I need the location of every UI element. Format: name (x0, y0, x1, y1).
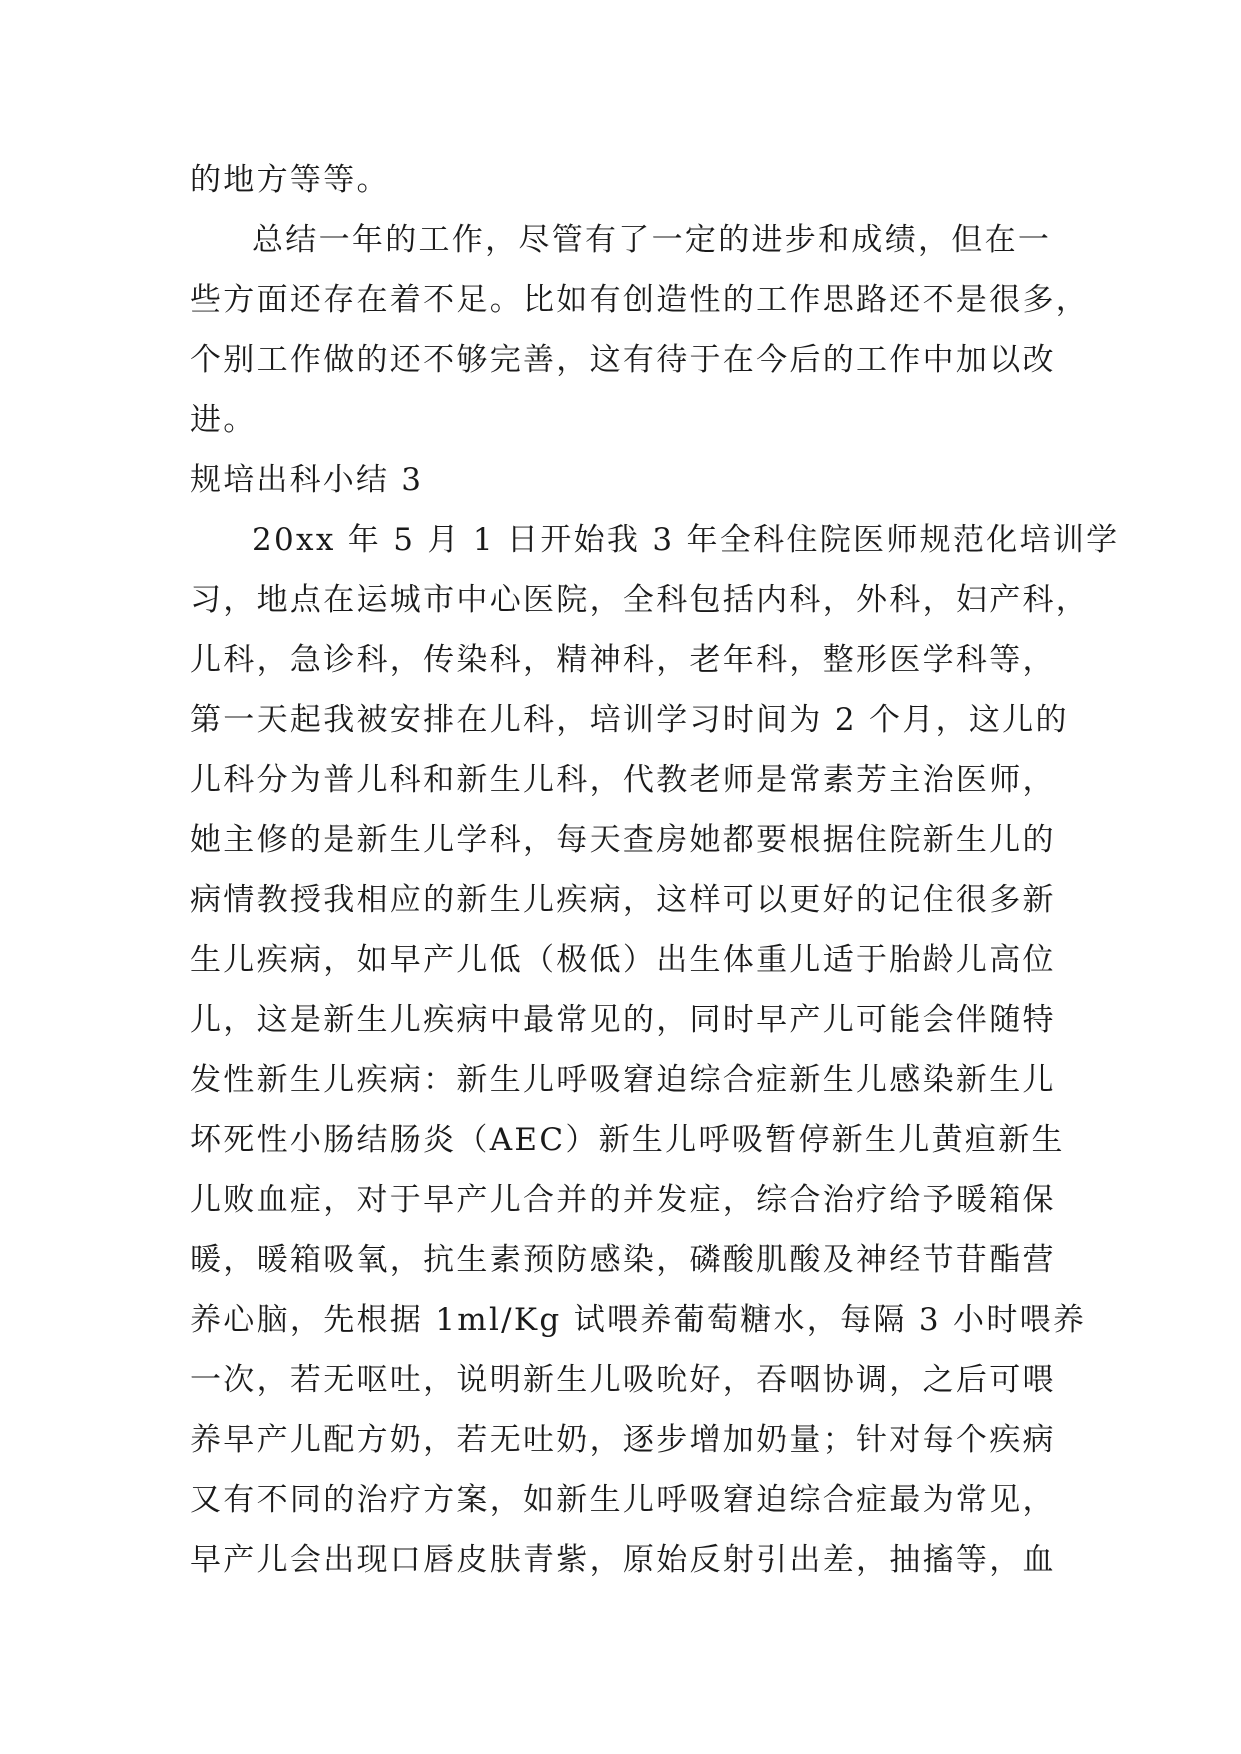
text-line: 一次，若无呕吐，说明新生儿吸吮好，吞咽协调，之后可喂 (190, 1362, 1056, 1398)
text-line: 发性新生儿疾病：新生儿呼吸窘迫综合症新生儿感染新生儿 (190, 1062, 1056, 1098)
text-line: 儿，这是新生儿疾病中最常见的，同时早产儿可能会伴随特 (190, 1002, 1056, 1038)
text-line: 的地方等等。 (190, 162, 390, 198)
text-line: 她主修的是新生儿学科，每天查房她都要根据住院新生儿的 (190, 822, 1056, 858)
text-line: 儿败血症，对于早产儿合并的并发症，综合治疗给予暖箱保 (190, 1182, 1056, 1218)
text-line: 些方面还存在着不足。比如有创造性的工作思路还不是很多， (190, 282, 1090, 318)
paragraph-start-line: 总结一年的工作，尽管有了一定的进步和成绩，但在一 (252, 222, 1052, 258)
text-line: 习，地点在运城市中心医院，全科包括内科，外科，妇产科， (190, 582, 1090, 618)
paragraph-start-line: 20xx 年 5 月 1 日开始我 3 年全科住院医师规范化培训学 (252, 522, 1120, 558)
text-line: 进。 (190, 402, 257, 438)
text-line: 个别工作做的还不够完善，这有待于在今后的工作中加以改 (190, 342, 1056, 378)
text-line: 又有不同的治疗方案，如新生儿呼吸窘迫综合症最为常见， (190, 1482, 1056, 1518)
text-line: 儿科，急诊科，传染科，精神科，老年科，整形医学科等， (190, 642, 1056, 678)
text-line: 养心脑，先根据 1ml/Kg 试喂养葡萄糖水，每隔 3 小时喂养 (190, 1302, 1087, 1338)
text-line: 病情教授我相应的新生儿疾病，这样可以更好的记住很多新 (190, 882, 1056, 918)
text-line: 儿科分为普儿科和新生儿科，代教老师是常素芳主治医师， (190, 762, 1056, 798)
body-text (190, 150, 1120, 1590)
text-line: 暖，暖箱吸氧，抗生素预防感染，磷酸肌酸及神经节苷酯营 (190, 1242, 1056, 1278)
section-heading: 规培出科小结 3 (190, 462, 424, 498)
text-line: 早产儿会出现口唇皮肤青紫，原始反射引出差，抽搐等，血 (190, 1542, 1056, 1578)
text-line: 第一天起我被安排在儿科，培训学习时间为 2 个月，这儿的 (190, 702, 1069, 738)
text-line: 坏死性小肠结肠炎（AEC）新生儿呼吸暂停新生儿黄疸新生 (190, 1122, 1065, 1158)
text-line: 养早产儿配方奶，若无吐奶，逐步增加奶量；针对每个疾病 (190, 1422, 1056, 1458)
text-line: 生儿疾病，如早产儿低（极低）出生体重儿适于胎龄儿高位 (190, 942, 1056, 978)
